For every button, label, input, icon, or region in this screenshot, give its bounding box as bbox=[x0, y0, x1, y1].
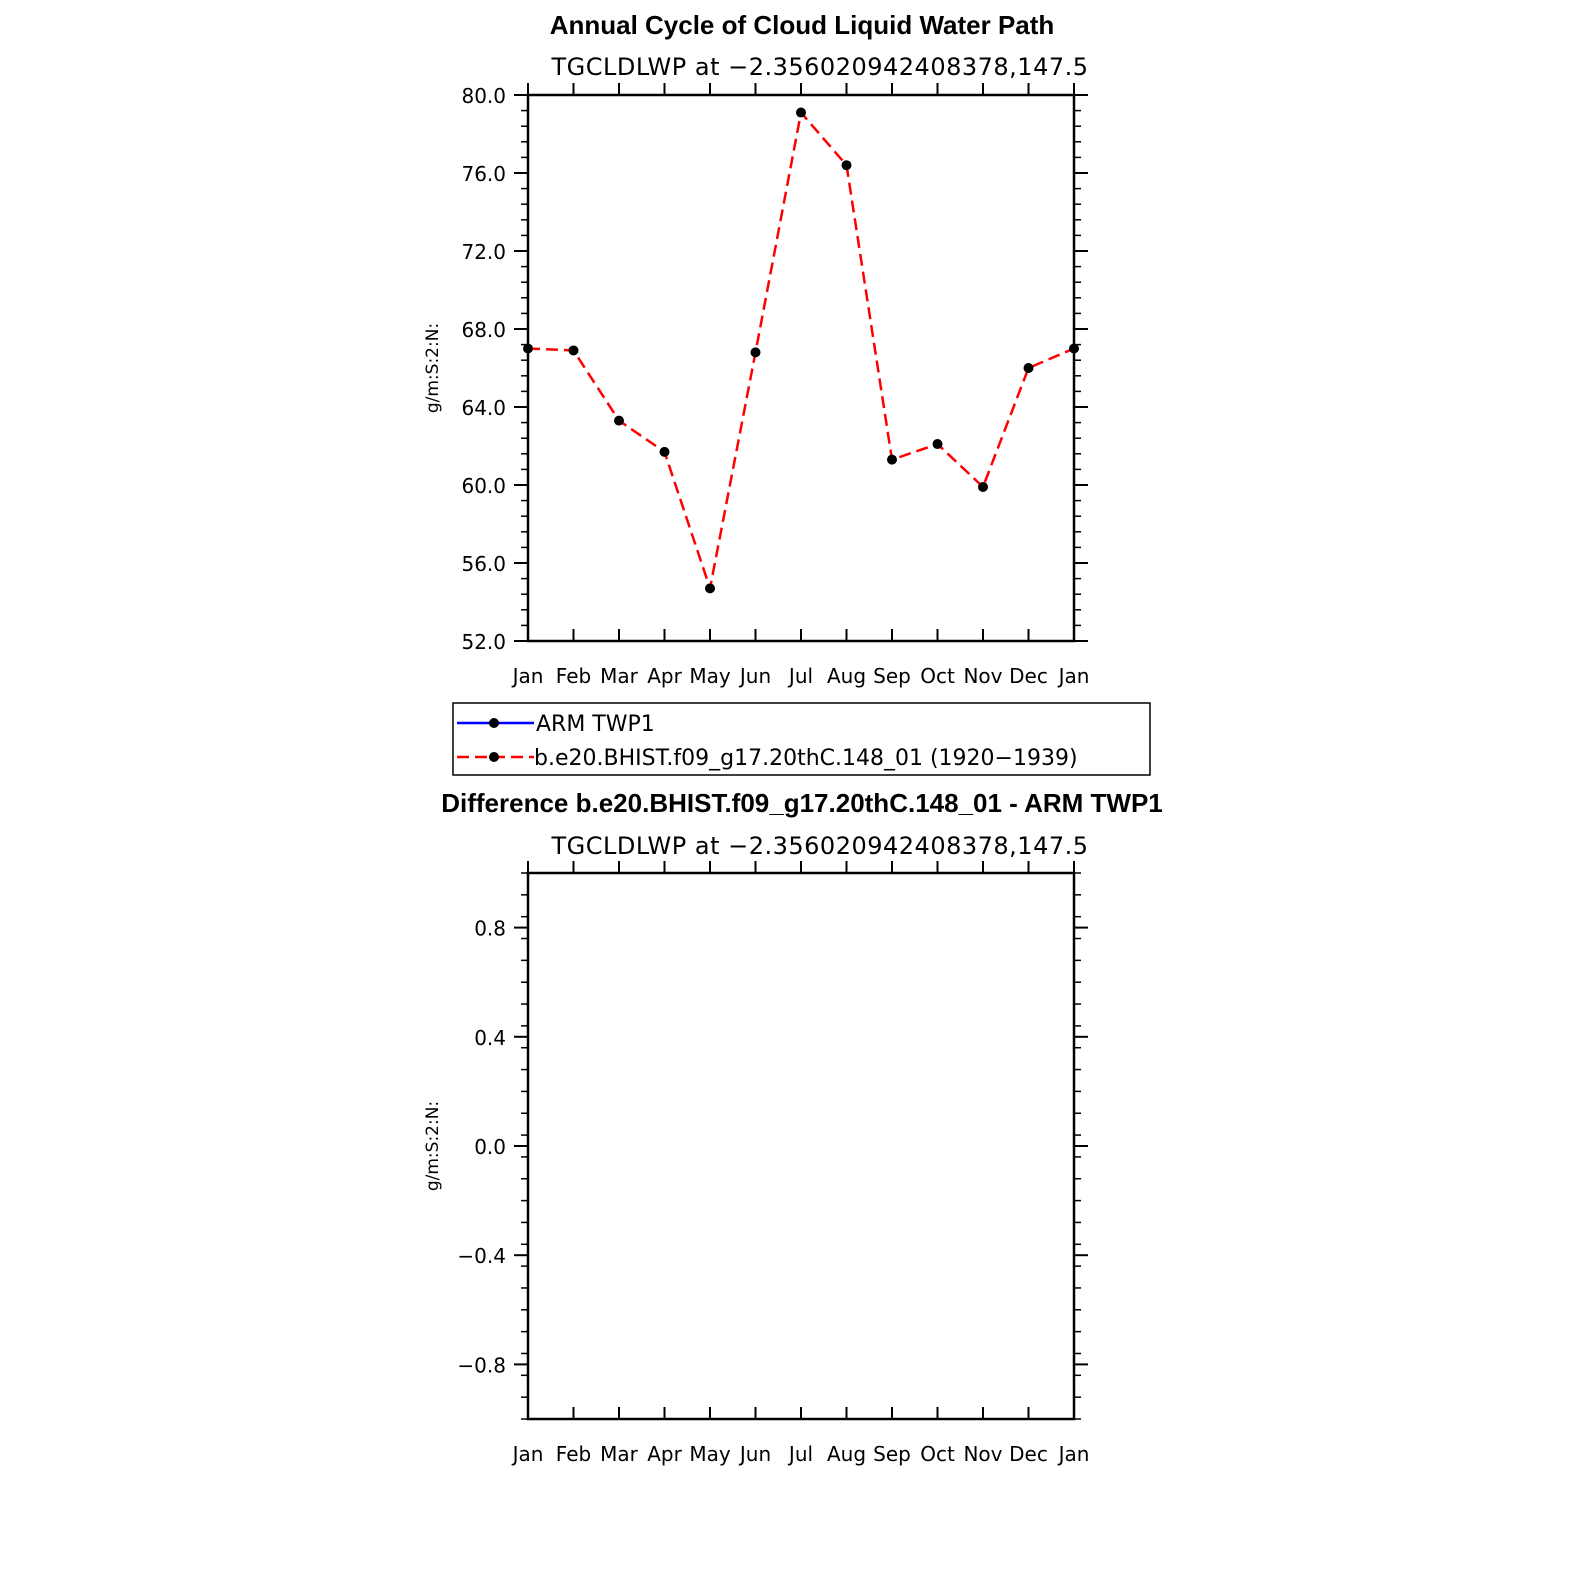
series-line-1 bbox=[528, 113, 1074, 589]
y-tick-label: 76.0 bbox=[461, 162, 506, 186]
x-tick-labels bbox=[511, 1442, 1090, 1466]
legend bbox=[453, 703, 1150, 775]
data-point bbox=[660, 447, 670, 457]
data-point bbox=[978, 482, 988, 492]
plot-frame bbox=[528, 95, 1074, 641]
data-point bbox=[523, 344, 533, 354]
x-tick-label: Sep bbox=[873, 1442, 911, 1466]
x-tick-label: Jun bbox=[739, 664, 772, 688]
data-point bbox=[614, 416, 624, 426]
y-tick-label: 64.0 bbox=[461, 396, 506, 420]
y-tick-label: 72.0 bbox=[461, 240, 506, 264]
legend-label-model: b.e20.BHIST.f09_g17.20thC.148_01 (1920−1939) bbox=[534, 746, 1078, 771]
x-tick-label: Jan bbox=[512, 664, 544, 688]
x-tick-label: Nov bbox=[963, 1442, 1003, 1466]
x-tick-label: Feb bbox=[555, 1442, 592, 1466]
data-point bbox=[933, 439, 943, 449]
x-tick-label: Oct bbox=[920, 1442, 955, 1466]
x-tick-label: Oct bbox=[920, 664, 955, 688]
x-tick-label: Apr bbox=[647, 664, 682, 688]
x-tick-label: May bbox=[689, 1442, 731, 1466]
x-tick-label: Mar bbox=[600, 1442, 638, 1466]
legend-marker-model bbox=[489, 752, 499, 762]
chart-subtitle: TGCLDLWP at −2.356020942408378,147.5 bbox=[551, 53, 1089, 81]
chart-difference bbox=[423, 788, 1163, 1466]
x-tick-label: Jan bbox=[1058, 1442, 1090, 1466]
y-tick-label: −0.4 bbox=[457, 1244, 506, 1269]
x-tick-label: Dec bbox=[1009, 1442, 1048, 1466]
x-tick-label: Aug bbox=[826, 664, 867, 688]
y-tick-label: 80.0 bbox=[461, 84, 506, 108]
y-tick-label: 0.8 bbox=[474, 916, 506, 941]
y-tick-label: −0.8 bbox=[457, 1353, 506, 1378]
data-point bbox=[751, 347, 761, 357]
x-tick-label: Jul bbox=[788, 664, 814, 688]
data-point bbox=[1024, 363, 1034, 373]
chart-title: Difference b.e20.BHIST.f09_g17.20thC.148_01 - ARM TWP1 bbox=[441, 788, 1163, 818]
legend-entry-model bbox=[457, 746, 1078, 771]
data-point bbox=[569, 345, 579, 355]
y-tick-labels bbox=[457, 917, 506, 1378]
y-tick-label: 68.0 bbox=[461, 318, 506, 342]
y-tick-label: 52.0 bbox=[461, 630, 506, 654]
x-tick-label: Jul bbox=[788, 1442, 814, 1466]
data-point bbox=[1069, 344, 1079, 354]
y-tick-label: 56.0 bbox=[461, 552, 506, 576]
data-point bbox=[842, 160, 852, 170]
data-point bbox=[796, 108, 806, 118]
x-tick-label: Aug bbox=[826, 1442, 867, 1466]
x-tick-label: Feb bbox=[555, 664, 592, 688]
x-tick-label: Dec bbox=[1009, 664, 1048, 688]
axis-ticks bbox=[514, 861, 1088, 1419]
x-tick-label: Nov bbox=[963, 664, 1003, 688]
data-point bbox=[705, 583, 715, 593]
legend-marker-arm bbox=[489, 718, 499, 728]
y-axis-label: g/m:S:2:N: bbox=[423, 1100, 443, 1192]
chart-subtitle: TGCLDLWP at −2.356020942408378,147.5 bbox=[551, 832, 1089, 860]
plot-frame bbox=[528, 873, 1074, 1419]
x-tick-label: May bbox=[689, 664, 731, 688]
axis-ticks bbox=[514, 83, 1088, 641]
y-axis-label: g/m:S:2:N: bbox=[423, 322, 443, 414]
y-tick-label: 0.4 bbox=[474, 1025, 506, 1050]
y-tick-label: 60.0 bbox=[461, 474, 506, 498]
series-layer bbox=[523, 108, 1079, 594]
x-tick-label: Sep bbox=[873, 664, 911, 688]
y-tick-labels bbox=[461, 84, 506, 654]
x-tick-label: Jan bbox=[512, 1442, 544, 1466]
chart-title: Annual Cycle of Cloud Liquid Water Path bbox=[549, 10, 1055, 40]
x-tick-label: Jun bbox=[739, 1442, 772, 1466]
x-tick-label: Mar bbox=[600, 664, 638, 688]
chart-annual-cycle bbox=[423, 10, 1089, 688]
x-tick-label: Jan bbox=[1058, 664, 1090, 688]
x-tick-labels bbox=[511, 664, 1090, 688]
data-point bbox=[887, 455, 897, 465]
legend-label-arm: ARM TWP1 bbox=[536, 712, 655, 737]
y-tick-label: 0.0 bbox=[474, 1135, 506, 1159]
x-tick-label: Apr bbox=[647, 1442, 682, 1466]
